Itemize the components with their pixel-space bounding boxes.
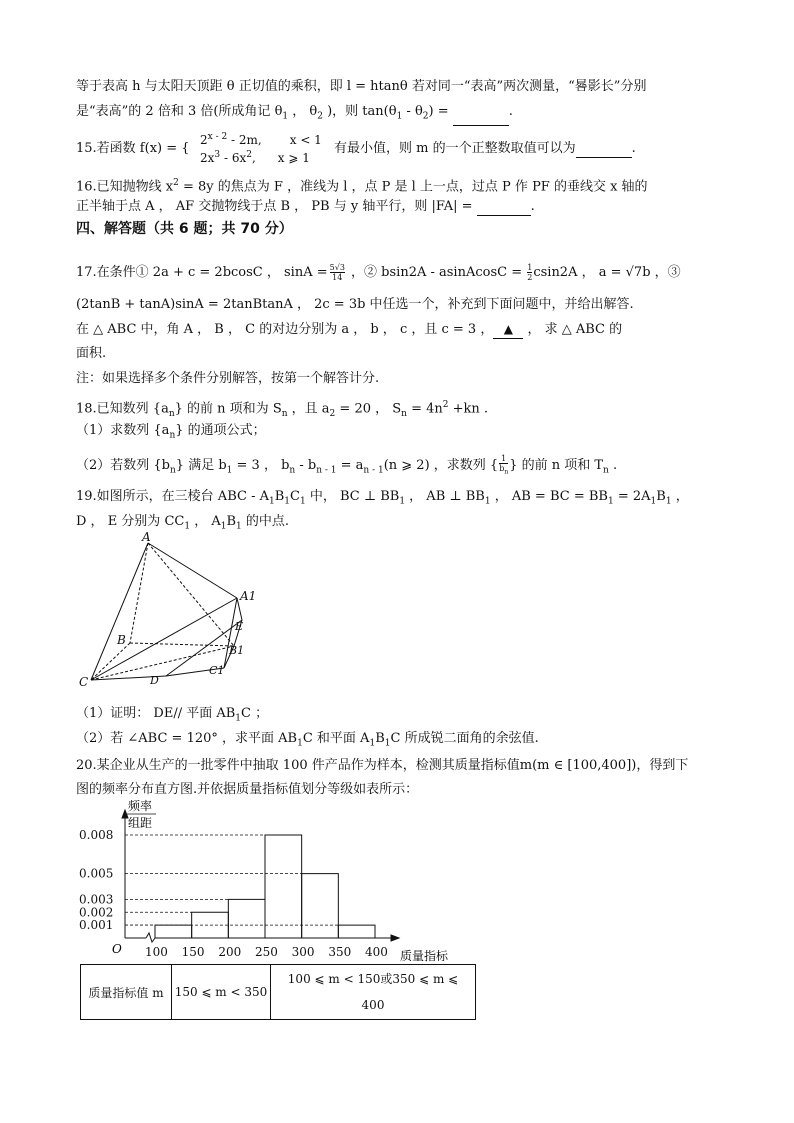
label-E: E: [235, 620, 244, 633]
question-17: [76, 263, 681, 282]
question-19-part2: [76, 730, 539, 753]
frag: .: [608, 457, 618, 473]
frag: 的中点.: [241, 514, 290, 529]
x-tick-label: 200: [218, 945, 242, 959]
sup: 2: [173, 178, 179, 188]
frag: (n ⩾ 2) ，求数列 {: [383, 457, 499, 473]
x-tick-label: 100: [145, 945, 168, 959]
frag: = 2A: [613, 489, 651, 504]
sub: n: [401, 408, 407, 419]
q18-text: 18.已知数列 {a: [76, 401, 169, 417]
fraction-den: b: [499, 464, 505, 473]
question-17-note: 注：如果选择多个条件分别解答，按第一个解答计分.: [76, 371, 380, 386]
y-tick-label: 0.005: [79, 866, 114, 881]
q17-text-b: ，② bsin2A - asinAcosC =: [346, 265, 527, 280]
table-row: [81, 965, 476, 1020]
q15-piecewise: [200, 130, 322, 166]
line2-frag: ) =: [428, 104, 453, 119]
fraction-num: 5√3: [329, 263, 345, 272]
x-tick-label: 250: [255, 945, 278, 959]
fraction-den: 14: [332, 273, 343, 282]
frag: ，: [671, 489, 689, 504]
edge-AA1: [148, 543, 237, 598]
question-20: 20.某企业从生产的一批零件中抽取 100 件产品作为样本，检测其质量指标值m(m ∈ [100,400])，得到下: [76, 758, 689, 773]
question-18-part2: [76, 454, 617, 479]
histogram-bar: [265, 835, 302, 938]
frag: ， A: [190, 514, 221, 529]
sub: n: [169, 430, 176, 441]
q18-text-e: = 4n: [406, 401, 443, 417]
sub: n: [170, 465, 176, 476]
label-C: C: [79, 675, 89, 689]
table-cell-grade2-line1: 100 ⩽ m < 150或350 ⩽ m ⩽: [287, 972, 459, 986]
sub: 1: [268, 496, 275, 507]
q18-text-b: } 的前 n 项和为 S: [174, 401, 282, 417]
sub: 1: [396, 111, 403, 122]
text-line-1: 等于表高 h 与太阳天顶距 θ 正切值的乘积，即 l = htanθ 若对同一“表高”两次测量，“晷影长”分别: [76, 79, 647, 94]
fraction-den: 2: [527, 273, 533, 282]
piece: - 2m,: [227, 133, 262, 147]
frag: - b: [295, 457, 317, 473]
sub: 1: [665, 496, 672, 507]
frustum-figure: [74, 528, 264, 690]
sub: 2: [317, 111, 323, 122]
question-20-line2: 图的频率分布直方图.并依据质量指标值划分等级如表所示：: [76, 782, 419, 797]
piece: 2x: [200, 151, 215, 165]
q19-text-b: D ， E 分别为 CC: [76, 514, 185, 529]
q16-text-b: = 8y 的焦点为 F ，准线为 l ，点 P 是 l 上一点，过点 P 作 PF 的垂线交 x 轴的: [178, 179, 648, 195]
table-cell-grade1: 150 ⩽ m < 350: [172, 965, 271, 1020]
frag: B: [274, 489, 285, 504]
edge-AB1-hidden: [148, 543, 234, 646]
frag: C: [290, 489, 300, 504]
frag: C 和平面 A: [302, 731, 370, 746]
sub: 2: [422, 111, 429, 122]
q18-text-d: = 20 ， S: [335, 401, 402, 417]
piece: - 6x: [220, 151, 247, 165]
sub: 1: [484, 496, 491, 507]
line2-frag: )，则 tan(θ: [322, 104, 397, 119]
question-15: [76, 140, 190, 158]
piece: 2: [200, 133, 208, 147]
sub: 1: [297, 738, 303, 749]
frag: } 满足 b: [175, 457, 227, 473]
edge-AB-hidden: [130, 543, 148, 643]
question-17-line2: (2tanB + tanA)sinA = 2tanBtanA ， 2c = 3b 中任选一个，补充到下面问题中，并给出解答.: [76, 297, 634, 312]
question-17-line3: [76, 320, 622, 339]
sub: n - 1: [363, 465, 384, 476]
sub: n: [281, 408, 288, 419]
label-C1: C1: [209, 664, 225, 677]
q17-text-c: csin2A ， a = √7b ，③: [533, 265, 681, 280]
label-B: B: [117, 633, 126, 647]
frag: 中， BC ⊥ BB: [305, 489, 400, 504]
sub: 1: [236, 521, 242, 532]
edge-AC: [91, 543, 148, 680]
x-tick-label: 400: [365, 945, 388, 959]
y-tick-label: 0.001: [79, 918, 114, 933]
q15-text: 15.若函数 f(x) = {: [76, 141, 190, 156]
piece: x ⩾ 1: [277, 151, 310, 165]
q18-text-c: ，且 a: [287, 401, 330, 417]
frag: } 的前 n 项和 T: [509, 457, 604, 473]
x-axis-arrow: [391, 935, 399, 941]
label-D: D: [150, 674, 159, 687]
axis-break: [146, 933, 155, 942]
text-line-2: 是“表高”的 2 倍和 3 倍(所成角记 $\theta_1$ ， $\theta_2$ )，则 $\tan(\theta_1 - \theta_2)$ = .: [76, 103, 513, 126]
q16-text-c: 正半轴于点 A ， AF 交抛物线于点 B ， PB 与 y 轴平行，则 |FA| =: [76, 199, 473, 214]
table-header-cell: 质量指标值 m: [81, 965, 172, 1020]
q18-part1-tail: } 的通项公式；: [175, 423, 266, 438]
question-19: [76, 488, 689, 511]
frag: ， AB = BC = BB: [490, 489, 608, 504]
frag: ， AB ⊥ BB: [405, 489, 485, 504]
triangle-blank: ▲: [493, 320, 523, 339]
question-18-part1: [76, 422, 266, 445]
q15-tail-text: 有最小值，则 m 的一个正整数取值可以为: [334, 141, 576, 156]
frag: = a: [336, 457, 364, 473]
sub: 1: [282, 111, 289, 122]
y-tick-label: 0.008: [79, 828, 114, 842]
y-tick-label: 0.002: [79, 905, 114, 920]
fraction-num: 1: [527, 263, 533, 272]
y-label-bottom: 组距: [128, 816, 153, 830]
sup: x - 2: [207, 132, 228, 142]
frag: B: [656, 489, 666, 504]
sub: 2: [329, 408, 336, 419]
x-tick-label: 300: [291, 945, 315, 959]
sub: 1: [184, 521, 191, 532]
sub: n - 1: [316, 465, 337, 476]
x-tick-label: 150: [181, 945, 205, 959]
sub: 1: [607, 496, 614, 507]
answer-blank: [576, 157, 632, 158]
line2-text: 是“表高”的 2 倍和 3 倍(所成角记 θ: [76, 104, 283, 119]
question-18: [76, 396, 488, 423]
table-cell-grade2: [271, 965, 476, 1020]
line2-frag: ， θ: [288, 104, 318, 119]
q15-tail: 有最小值，则 m 的一个正整数取值可以为 .: [334, 141, 636, 156]
q17-text-e: ， 求 △ ABC 的: [523, 322, 623, 337]
sub: n: [289, 465, 296, 476]
sub: 1: [226, 465, 233, 476]
sub: n: [603, 465, 609, 476]
edge-BB1-hidden: [130, 643, 234, 646]
q18-part1-text: （1）求数列 {a: [76, 423, 170, 438]
frag: C 所成锐二面角的余弦值.: [390, 731, 539, 746]
piece: ,: [251, 151, 256, 165]
q18-part2-text: （2）若数列 {b: [76, 457, 170, 473]
sup: 3: [214, 150, 221, 160]
frequency-histogram: [76, 796, 466, 968]
sub: 1: [299, 496, 306, 507]
label-A: A: [142, 530, 151, 544]
frag: B: [375, 731, 385, 746]
q17-text-d: 在 △ ABC 中，角 A ， B ， C 的对边分别为 a ， b ， c ，且 c = 3 ，: [76, 322, 494, 337]
histogram-bar: [338, 925, 375, 938]
sub: 1: [369, 738, 376, 749]
answer-blank: [453, 125, 509, 126]
q19-text: 19.如图所示，在三棱台 ABC - A: [76, 489, 269, 504]
question-19-part1: [76, 705, 268, 728]
q19-part1-text: （1）证明： DE// 平面 AB: [76, 706, 236, 721]
question-17-line4: 面积.: [76, 346, 107, 361]
histogram-bar: [228, 899, 265, 938]
y-label-top: 频率: [128, 799, 153, 813]
q16-text: 16.已知抛物线 x: [76, 179, 174, 195]
sub: 1: [650, 496, 657, 507]
frag: = 3 ， b: [232, 457, 290, 473]
x-tick-label: 350: [328, 945, 352, 959]
sup: 2: [442, 400, 449, 410]
sub: 1: [235, 713, 242, 724]
sub: 1: [384, 738, 391, 749]
sub: n: [168, 408, 175, 419]
table-cell-grade2-line2: 400: [361, 998, 385, 1012]
origin-label: O: [112, 942, 122, 956]
frag: B: [226, 514, 237, 529]
sub: 1: [284, 496, 291, 507]
label-B1: B1: [229, 644, 245, 657]
x-axis-label: 质量指标: [400, 949, 449, 963]
line2-frag: - θ: [402, 104, 423, 119]
grade-table: [80, 964, 476, 1020]
section-heading: 四、解答题（共 6 题；共 70 分）: [76, 221, 293, 237]
histogram-bar: [155, 925, 192, 938]
y-tick-label: 0.003: [79, 892, 114, 907]
question-16-line2: 正半轴于点 A ， AF 交抛物线于点 B ， PB 与 y 轴平行，则 |FA| = .: [76, 199, 535, 214]
sub: 1: [220, 521, 227, 532]
fraction-num: 1: [501, 454, 507, 463]
sub: 1: [399, 496, 406, 507]
answer-blank: [477, 215, 531, 216]
q19-part2-text: （2）若 ∠ABC = 120° ，求平面 AB: [76, 731, 298, 746]
label-A1: A1: [240, 589, 257, 603]
histogram-bar: [302, 874, 339, 938]
edge-A1C1: [224, 598, 237, 668]
q17-text: 17.在条件① 2a + c = 2bcosC ， sinA =: [76, 265, 328, 280]
piece: x < 1: [289, 133, 322, 147]
q18-text-f: +kn .: [448, 401, 489, 417]
frag: C ；: [241, 706, 269, 721]
sup: 2: [246, 150, 252, 160]
sub: n: [504, 468, 509, 476]
question-16: [76, 174, 648, 196]
